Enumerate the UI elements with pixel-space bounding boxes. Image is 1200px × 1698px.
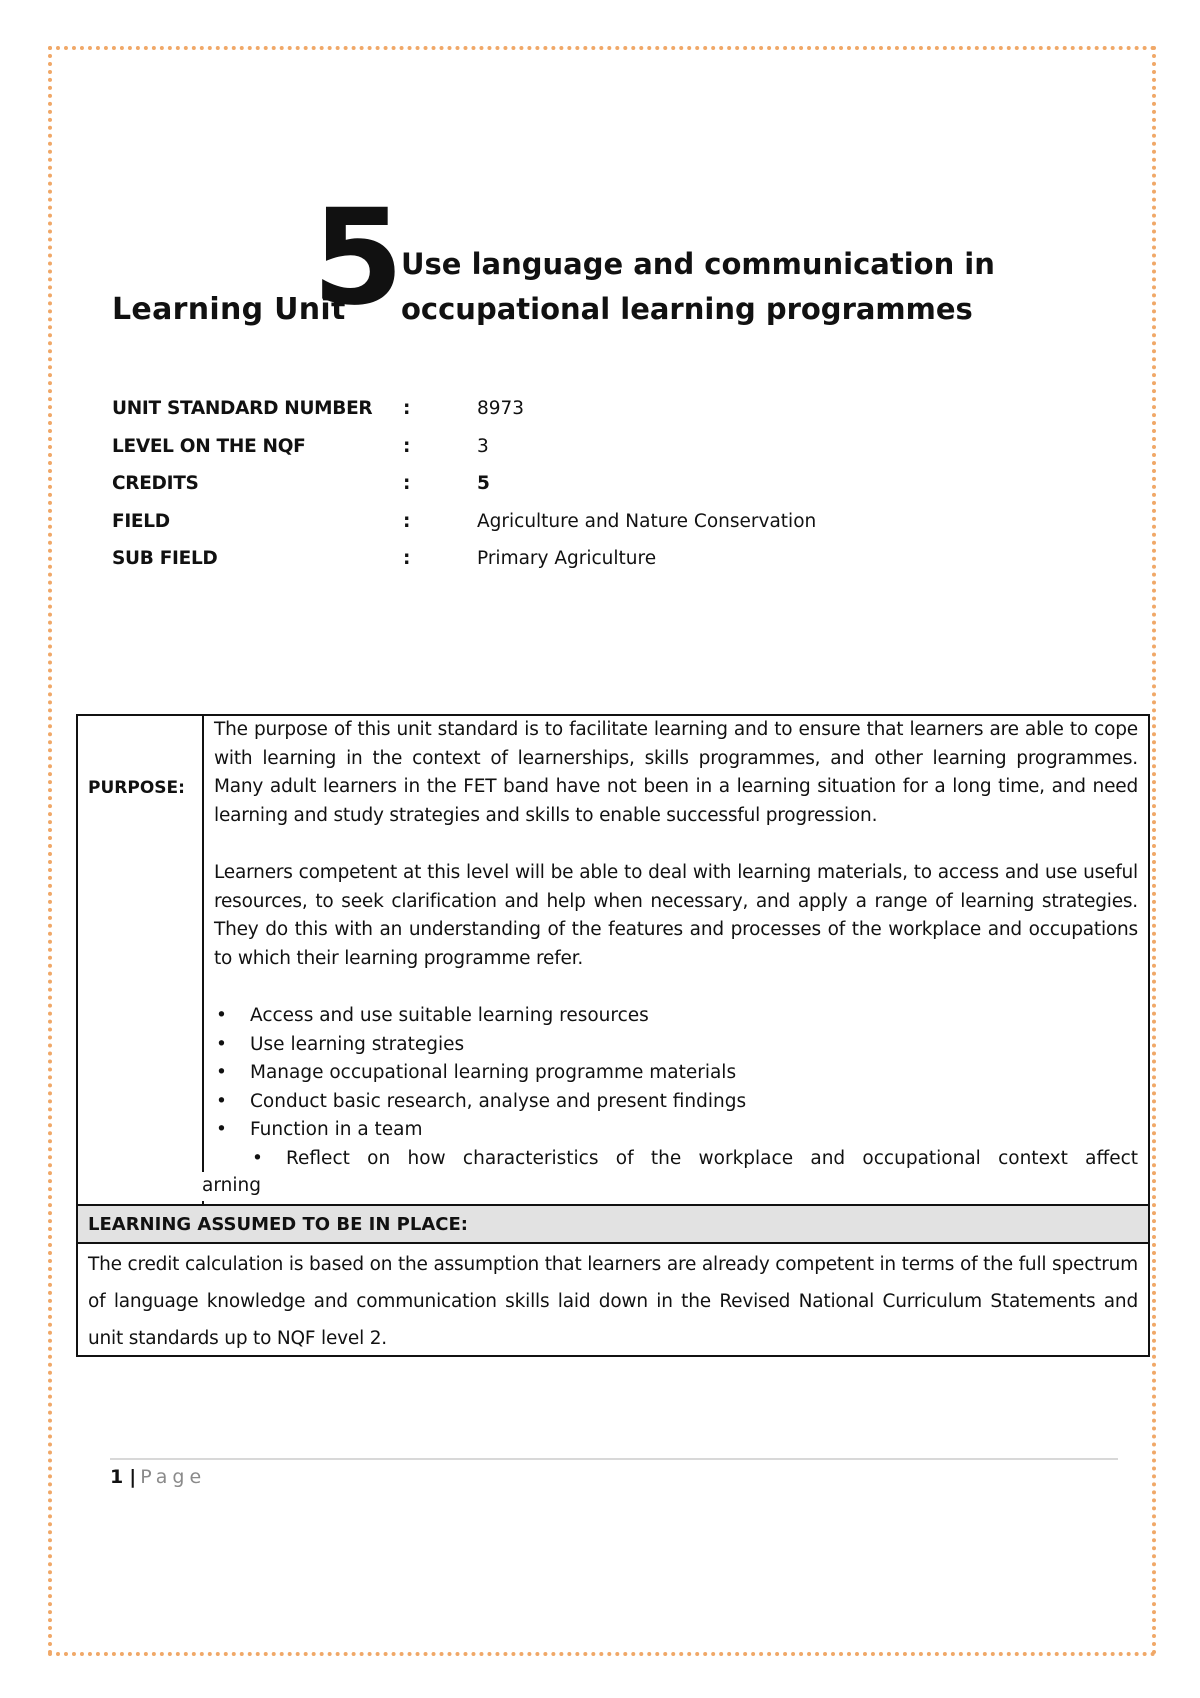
meta-colon: :	[403, 510, 411, 532]
meta-label: FIELD	[112, 510, 170, 532]
list-item: • Manage occupational learning programme materials	[214, 1059, 1138, 1088]
learning-assumed-body: The credit calculation is based on the assumption that learners are already competent in terms of the full spectrum of language knowledge and communication skills laid down in the Revised National Curriculum Statements and unit standards up to NQF level 2.	[88, 1254, 1138, 1349]
meta-label: UNIT STANDARD NUMBER	[112, 398, 373, 419]
title-line-2: occupational learning programmes	[401, 292, 973, 326]
purpose-content-cell	[214, 716, 1138, 1173]
purpose-table	[76, 714, 1150, 1357]
learning-assumed-heading: LEARNING ASSUMED TO BE IN PLACE:	[78, 1204, 1148, 1244]
overflow-text-fragment: arning	[202, 1172, 282, 1201]
meta-colon: :	[403, 548, 411, 569]
meta-value: Primary Agriculture	[477, 548, 657, 569]
page-label: Page	[140, 1466, 207, 1488]
meta-label: LEVEL ON THE NQF	[112, 435, 306, 457]
list-item: • Function in a team	[214, 1116, 1138, 1145]
list-item: • Use learning strategies	[214, 1031, 1138, 1060]
page-separator: |	[129, 1466, 137, 1488]
purpose-label: PURPOSE:	[88, 778, 185, 798]
purpose-paragraph-2: Learners competent at this level will be able to deal with learning materials, to access and use useful resources, to seek clarification and help when necessary, and apply a range of learning strategies. They do this with an understanding of the features and processes of the workplace and occupations to which their learning programme refer.	[214, 862, 1138, 969]
outcomes-list	[214, 1002, 1138, 1173]
meta-colon: :	[403, 398, 411, 419]
page-number: 1	[110, 1466, 124, 1488]
list-item: • Conduct basic research, analyse and present findings	[214, 1088, 1138, 1117]
list-item: • Access and use suitable learning resources	[214, 1002, 1138, 1031]
footer-divider	[110, 1458, 1118, 1460]
learning-unit-title-block	[112, 181, 1112, 340]
meta-value: 5	[477, 473, 490, 494]
page-footer	[110, 1466, 206, 1488]
learning-unit-label: Learning Unit	[112, 292, 346, 327]
purpose-paragraph-1: The purpose of this unit standard is to facilitate learning and to ensure that learners are able to cope with learning in the context of learnerships, skills programmes, and other learning programmes. Many adult learners in the FET band have not been in a learning situation for a long time, and need learning and study strategies and skills to enable successful progression.	[214, 719, 1138, 826]
meta-colon: :	[403, 473, 411, 494]
list-item-indented: • Reflect on how characteristics of the workplace and occupational context affect	[214, 1145, 1138, 1174]
title-line-1: Use language and communication in	[401, 247, 995, 281]
meta-label: CREDITS	[112, 473, 199, 494]
meta-value: 8973	[477, 398, 525, 419]
learning-unit-number: 5	[312, 181, 404, 335]
learning-unit-title	[401, 242, 995, 332]
purpose-label-cell	[78, 716, 204, 1204]
meta-label: SUB FIELD	[112, 548, 218, 569]
meta-colon: :	[403, 435, 411, 457]
meta-value: Agriculture and Nature Conservation	[477, 510, 817, 532]
meta-value: 3	[477, 435, 489, 457]
